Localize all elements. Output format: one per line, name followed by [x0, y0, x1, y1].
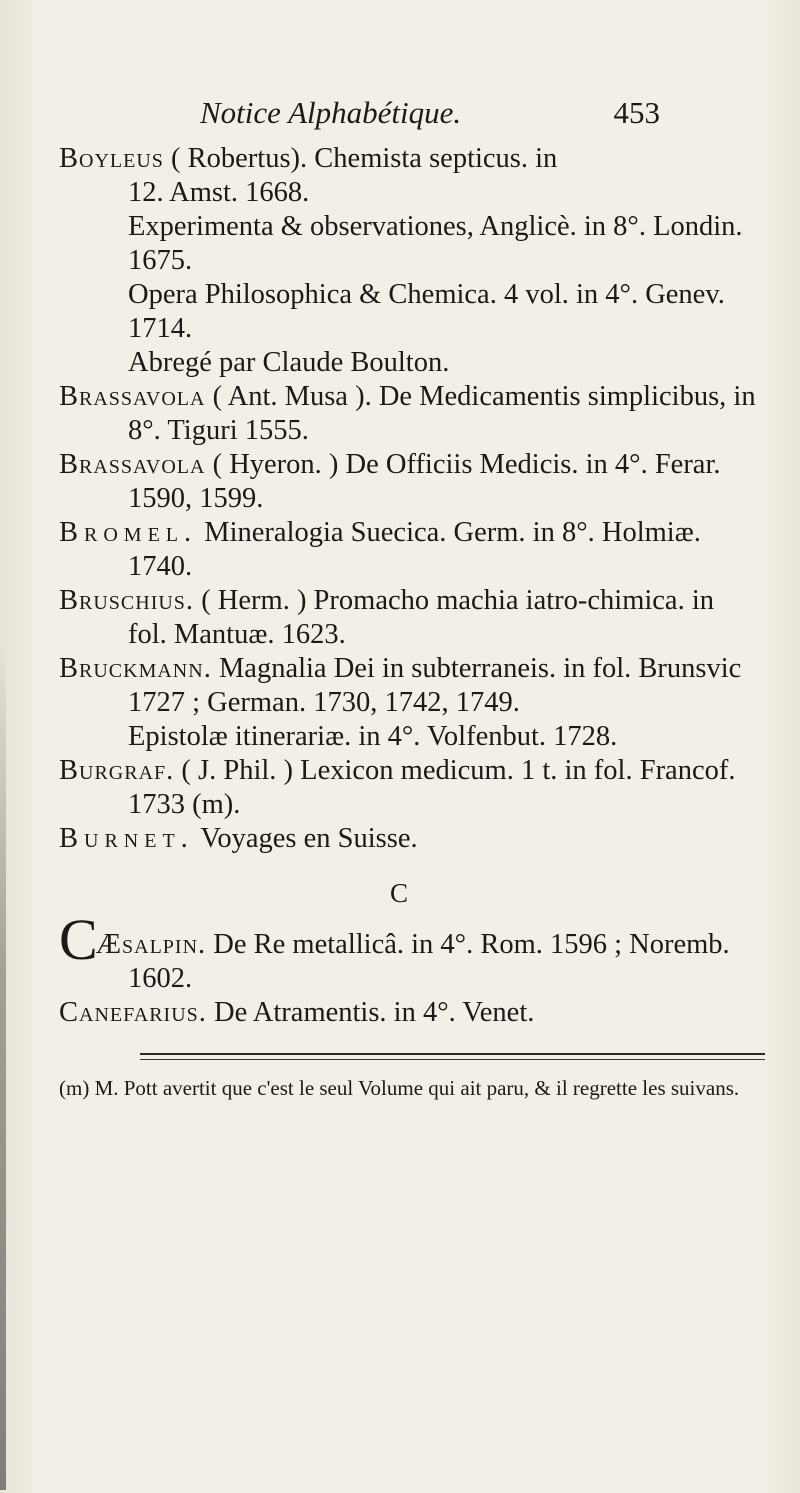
entry-text: Opera Philosophica & Chemica. 4 vol. in 4°. Genev. 1714.	[128, 279, 725, 344]
entry-text: ( Herm. ) Promacho machia iatro-chimica. in fol. Mantuæ. 1623.	[128, 585, 714, 650]
entry-name: Burnet.	[59, 823, 194, 854]
entry-text: ( Ant. Musa ). De Medicamentis simplicibus, in 8°. Tiguri 1555.	[128, 381, 756, 446]
entry-text: Abregé par Claude Boulton.	[128, 347, 450, 378]
entry-name: Brassavola	[59, 381, 206, 412]
entry-text: Epistolæ itinerariæ. in 4°. Volfenbut. 1728.	[128, 721, 618, 752]
entry-brassavola-ant	[59, 380, 759, 448]
entry-canefarius	[59, 996, 759, 1030]
entry-text: 12. Amst. 1668.	[128, 177, 310, 208]
entry-name: Brassavola	[59, 449, 206, 480]
entry-name: Boyleus	[59, 143, 164, 174]
entry-text: ( J. Phil. ) Lexicon medicum. 1 t. in fol. Francof. 1733 (m).	[128, 755, 736, 820]
entry-text: Voyages en Suisse.	[200, 823, 418, 854]
drop-initial: C	[59, 907, 98, 972]
entry-bruschius	[59, 584, 759, 652]
page-number: 453	[613, 95, 660, 130]
entry-brassavola-hyeron	[59, 448, 759, 516]
entry-name: Canefarius.	[59, 997, 207, 1028]
header-title: Notice Alphabétique.	[200, 95, 462, 130]
page-edge-shadow	[0, 640, 6, 1490]
entry-name: Bromel.	[59, 517, 198, 548]
entry-name: Bruckmann.	[59, 653, 212, 684]
entry-name: Æsalpin.	[95, 929, 207, 960]
entry-burgraf	[59, 754, 759, 822]
entry-name: Bruschius.	[59, 585, 195, 616]
entry-text: Experimenta & observationes, Anglicè. in 8°. Londin. 1675.	[128, 211, 743, 276]
running-header	[200, 95, 660, 140]
footnote-rule	[140, 1053, 765, 1060]
entry-text: De Atramentis. in 4°. Venet.	[214, 997, 535, 1028]
divider	[140, 1053, 765, 1055]
entry-bruckmann	[59, 652, 759, 754]
entry-text: ( Hyeron. ) De Officiis Medicis. in 4°. Ferar. 1590, 1599.	[128, 449, 721, 514]
entry-text: ( Robertus). Chemista septicus. in	[171, 143, 558, 174]
entry-name: Burgraf.	[59, 755, 175, 786]
entry-caesalpin	[59, 907, 759, 996]
divider	[140, 1059, 765, 1060]
entry-text: Mineralogia Suecica. Germ. in 8°. Holmiæ. 1740.	[128, 517, 701, 582]
page-body	[59, 142, 759, 1030]
entry-bromel	[59, 516, 759, 584]
entry-text: Magnalia Dei in subterraneis. in fol. Brunsvic 1727 ; German. 1730, 1742, 1749.	[128, 653, 742, 718]
entry-text: De Re metallicâ. in 4°. Rom. 1596 ; Noremb. 1602.	[128, 929, 730, 994]
section-letter: C	[389, 878, 408, 908]
entry-boyleus	[59, 142, 759, 380]
entry-burnet	[59, 822, 759, 856]
footnote: (m) M. Pott avertit que c'est le seul Volume qui ait paru, & il regrette les suivans.	[59, 1076, 740, 1100]
